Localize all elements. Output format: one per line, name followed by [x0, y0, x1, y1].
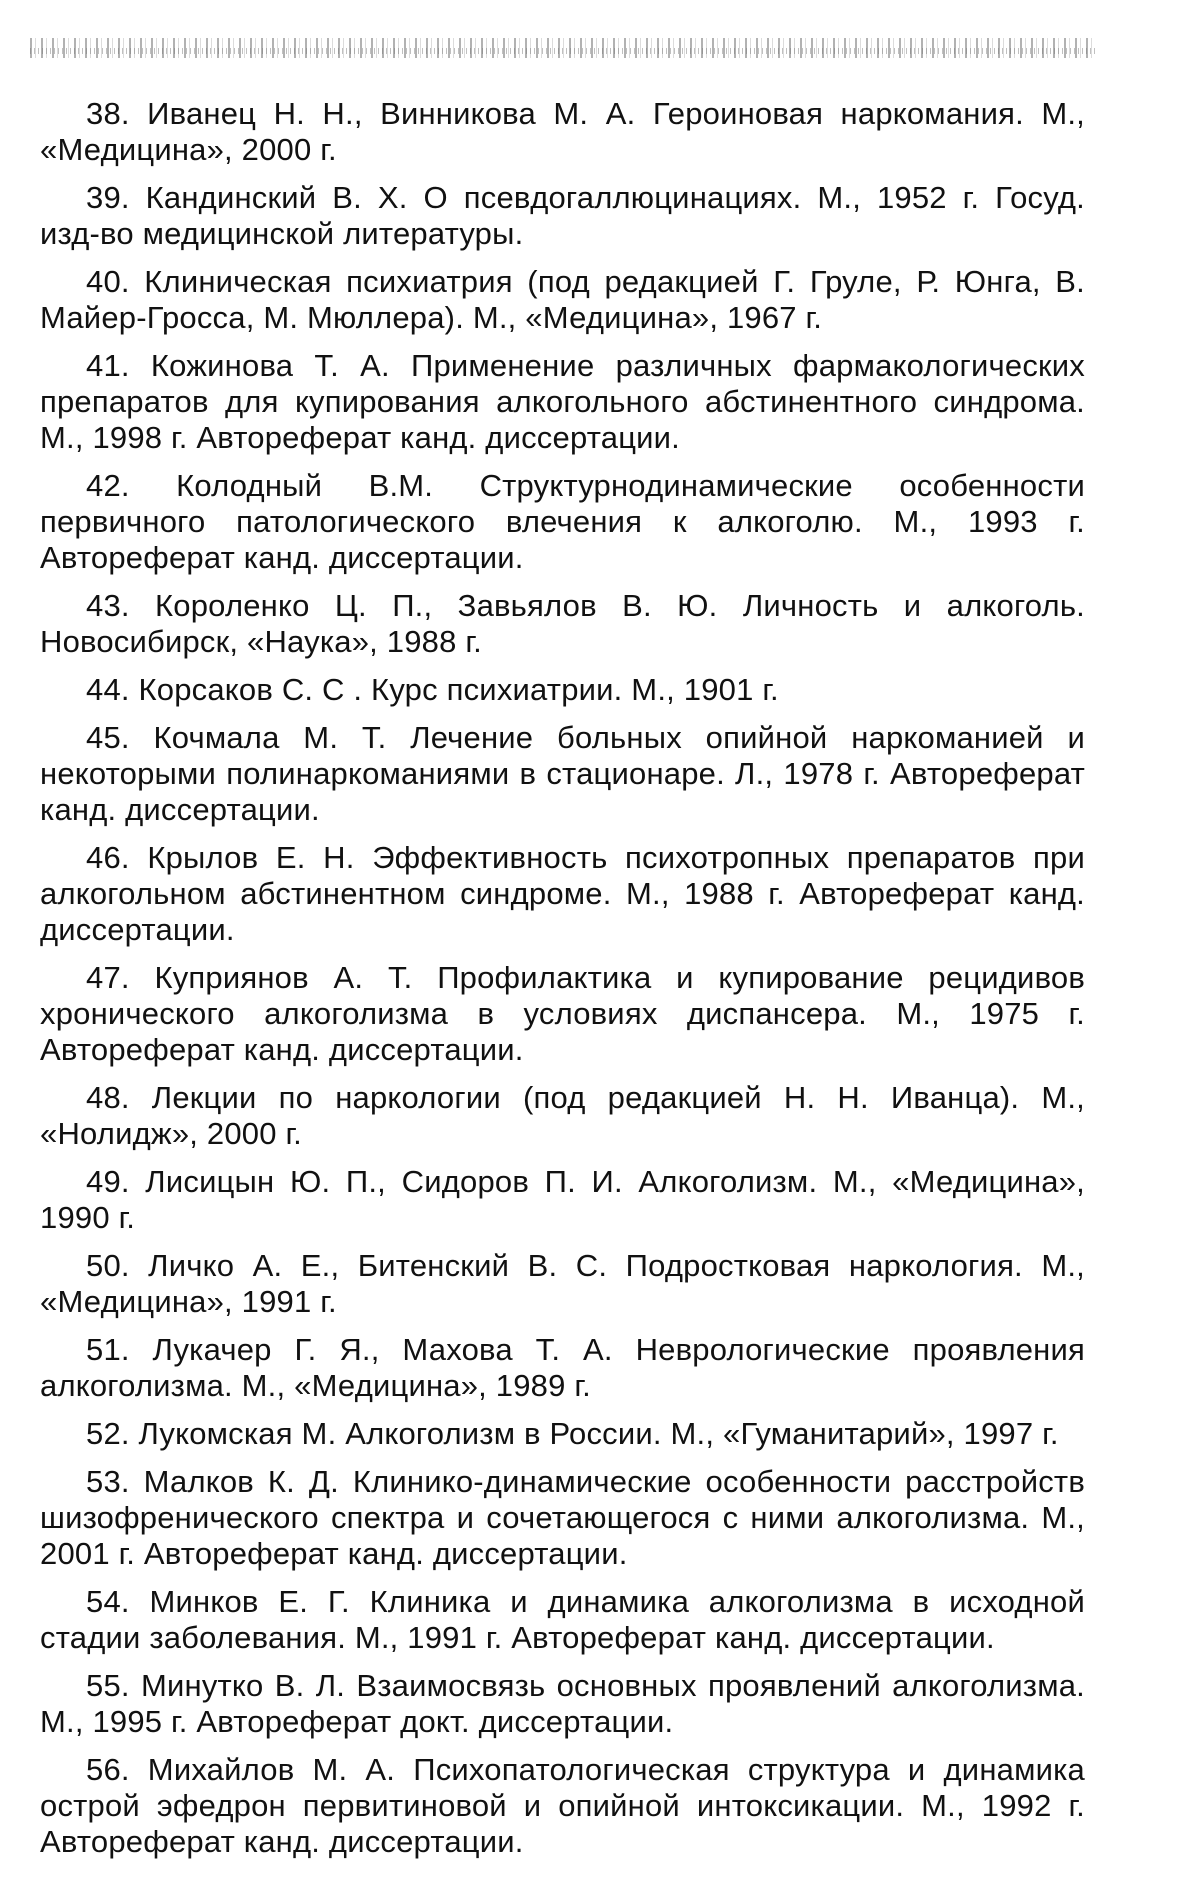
bibliography-entry-39: 39. Кандинский В. Х. О псевдогаллюцинациях. М., 1952 г. Госуд. изд-во медицинской литературы.: [40, 180, 1085, 251]
bibliography-entry-54: 54. Минков Е. Г. Клиника и динамика алкоголизма в исходной стадии заболевания. М., 1991 г. Автореферат канд. диссертации.: [40, 1584, 1085, 1655]
bibliography-entry-49: 49. Лисицын Ю. П., Сидоров П. И. Алкоголизм. М., «Медицина», 1990 г.: [40, 1164, 1085, 1235]
bibliography-entry-42: 42. Колодный В.М. Структурнодинамические особенности первичного патологического влечения к алкоголю. М., 1993 г. Автореферат канд. диссертации.: [40, 468, 1085, 575]
bibliography-entry-56: 56. Михайлов М. А. Психопатологическая структура и динамика острой эфедрон первитиновой и опийной интоксикации. М., 1992 г. Автореферат канд. диссертации.: [40, 1752, 1085, 1859]
bibliography-entry-53: 53. Малков К. Д. Клинико-динамические особенности расстройств шизофренического спектра и сочетающегося с ними алкоголизма. М., 2001 г. Автореферат канд. диссертации.: [40, 1464, 1085, 1571]
bibliography-entry-48: 48. Лекции по наркологии (под редакцией Н. Н. Иванца). М., «Нолидж», 2000 г.: [40, 1080, 1085, 1151]
bibliography-entry-38: 38. Иванец Н. Н., Винникова М. А. Героиновая наркомания. М., «Медицина», 2000 г.: [40, 96, 1085, 167]
bibliography-entry-55: 55. Минутко В. Л. Взаимосвязь основных проявлений алкоголизма. М., 1995 г. Автореферат докт. диссертации.: [40, 1668, 1085, 1739]
bibliography-entry-51: 51. Лукачер Г. Я., Махова Т. А. Неврологические проявления алкоголизма. М., «Медицина», 1989 г.: [40, 1332, 1085, 1403]
bibliography-entry-44: 44. Корсаков С. С . Курс психиатрии. М., 1901 г.: [86, 672, 779, 707]
bibliography-entry-40: 40. Клиническая психиатрия (под редакцией Г. Груле, Р. Юнга, В. Майер-Гросса, М. Мюллера). М., «Медицина», 1967 г.: [40, 264, 1085, 335]
bibliography-entry-46: 46. Крылов Е. Н. Эффективность психотропных препаратов при алкогольном абстинентном синдроме. М., 1988 г. Автореферат канд. диссертации.: [40, 840, 1085, 947]
bibliography-entry-41: 41. Кожинова Т. А. Применение различных фармакологических препаратов для купирования алкогольного абстинентного синдрома. М., 1998 г. Автореферат канд. диссертации.: [40, 348, 1085, 455]
scan-noise-header: [30, 38, 1095, 58]
bibliography-list: [40, 96, 1085, 1872]
bibliography-entry-52: 52. Лукомская М. Алкоголизм в России. М., «Гуманитарий», 1997 г.: [86, 1416, 1059, 1451]
bibliography-entry-43: 43. Короленко Ц. П., Завьялов В. Ю. Личность и алкоголь. Новосибирск, «Наука», 1988 г.: [40, 588, 1085, 659]
bibliography-entry-47: 47. Куприянов А. Т. Профилактика и купирование рецидивов хронического алкоголизма в условиях диспансера. М., 1975 г. Автореферат канд. диссертации.: [40, 960, 1085, 1067]
bibliography-entry-45: 45. Кочмала М. Т. Лечение больных опийной наркоманией и некоторыми полинаркоманиями в стационаре. Л., 1978 г. Автореферат канд. диссертации.: [40, 720, 1085, 827]
bibliography-entry-50: 50. Личко А. Е., Битенский В. С. Подростковая наркология. М., «Медицина», 1991 г.: [40, 1248, 1085, 1319]
